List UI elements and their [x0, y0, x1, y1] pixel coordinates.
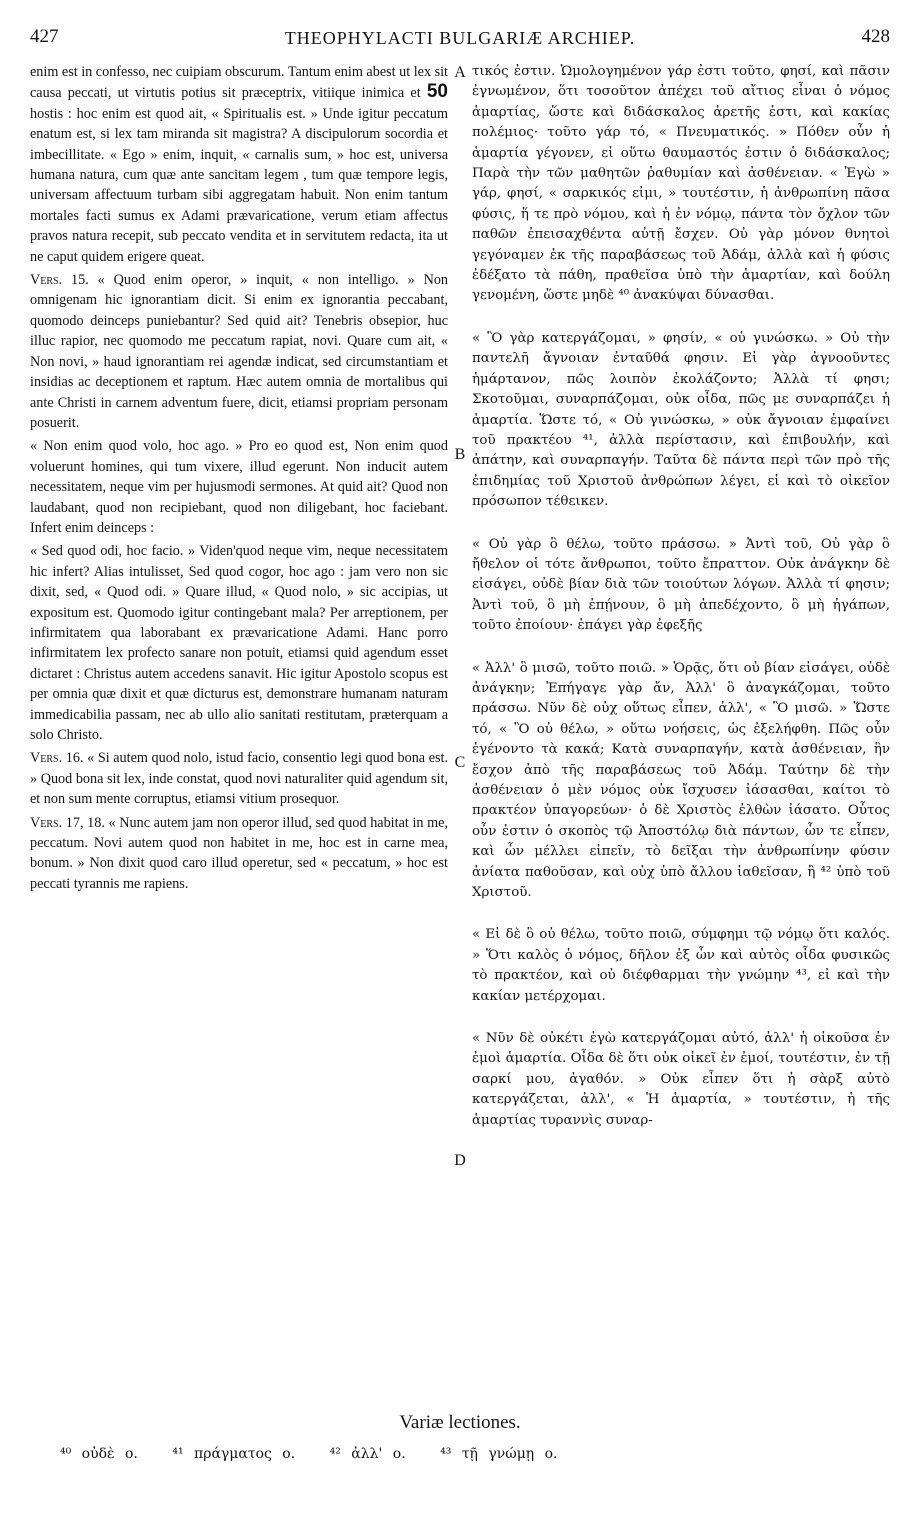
- latin-paragraph: [30, 436, 448, 538]
- latin-text: enim est in confesso, nec cuipiam obscurum. Tantum enim abest ut lex sit causa peccati, ut virtutis potius sit præceptrix, vitiique inimica et: [30, 64, 448, 102]
- greek-column: [472, 62, 890, 1392]
- greek-paragraph: « Οὐ γὰρ ὃ θέλω, τοῦτο πράσσω. » Ἀντὶ τοῦ, Οὐ γὰρ ὃ ἤθελον οἱ τότε ἄνθρωποι, τοῦτο ἔπραττον. Οὐκ ἀνάγκην δὲ εἰσάγει, οὐδὲ βίαν διὰ τῶν τοιούτων λόγων. Ἀλλὰ τί φησιν; Ἀντὶ τοῦ, ὃ μὴ ἐπῄνουν, ὃ μὴ ἀπεδέχοντο, ὃ μὴ ἠγάπων, τοῦτο ἐποίουν· ἐπάγει γὰρ ἐφεξῆς: [472, 536, 890, 634]
- latin-text: « Non enim quod volo, hoc ago. » Pro eo quod est, Non enim quod voluerunt homines, qui tum vixere, illud egerunt. Non inducit autem necessitatem, neque vim per hujusmodi sermones. At quid ait? Quod non laudabant, quod non recipiebant, quod non diligebant, hoc faciebant. Infert enim deinceps :: [30, 438, 448, 536]
- latin-text: « Nunc autem jam non operor illud, sed quod habitat in me, peccatum. Novi autem quod non habitet in me, hoc est in carne mea, bonum. » Non dixit quod caro illud operetur, sed « peccatum, » hoc est peccati tyrannis me rapiens.: [30, 814, 448, 892]
- column-number: 50: [426, 81, 448, 103]
- greek-paragraph: « Νῦν δὲ οὐκέτι ἐγὼ κατεργάζομαι αὐτό, ἀλλ' ἡ οἰκοῦσα ἐν ἐμοὶ ἁμαρτία. Οἶδα δὲ ὅτι οὐκ οἰκεῖ ἐν ἐμοί, τουτέστιν, ἐν τῇ σαρκί μου, ἀγαθόν. » Οὐκ εἶπεν ὅτι ἡ σὰρξ αὐτὸ κατεργάζεται, ἀλλ', « Ἡ ἁμαρτία, » τουτέστιν, ἡ τῆς ἁμαρτίας τυραννὶς συναρ-: [472, 1031, 890, 1128]
- latin-text: hostis : hoc enim est quod ait, « Spiritualis est. » Unde igitur peccatum enatum est, si lex tam miranda sit magistra? A discipulorum socordia et imbecillitate. « Ego » enim, inquit, « carnalis sum, » hoc est, universa humana natura, cum quæ ante sancitam legem , tum quæ tempore legis, universam affectuum turbam sibi aggregatam habuit. Non enim tantum mortales facti sumus ex Adami prævaricatione, verum etiam affectus pravos natura recepit, sub peccato vendita et in servitutem redacta, ita ut ne caput quidem erigere queat.: [30, 105, 448, 265]
- margin-marker-d: D: [454, 1152, 466, 1169]
- variant-note: ⁴¹ πράγματος ο.: [172, 1446, 296, 1462]
- latin-text: « Quod enim operor, » inquit, « non intelligo. » Non omnigenam hic ignorantiam dicit. Si enim ex ignorantia peccabant, quomodo deinceps puniebantur? Sed quid ait? Tenebris obsepior, huc illuc rapior, nec quomodo me peccatum rapiat, novi. Quare cum ait, « Non novi, » haud ignorantiam rei agendæ indicat, sed circumstantiam et insidias ac deceptionem et raptum. Hæc autem omnia de mortalibus qui ante Christi in carnem adventum fuere, dicit, etiamsi propriam personam posuerit.: [30, 272, 448, 431]
- latin-paragraph: [30, 270, 448, 433]
- running-title: THEOPHYLACTI BULGARIÆ ARCHIEP.: [284, 28, 636, 48]
- latin-text: « Sed quod odi, hoc facio. » Viden'quod neque vim, neque necessitatem hic infert? Alias intulisset, Sed quod cogor, hoc ago : jam vero non sic dixit, sed, « Quod odi. » Quare illud, « Quod nolo, » sic accipias, ut expositum est. Quomodo igitur contingebant mala? Per arreptionem, per infirmitatem qua laborabant ex prævaricatione Adami. Hanc porro infirmitatem lex profecto sanare non potuit, etiamsi quid agendum esset dictaret : Christus autem accedens sanavit. Hic igitur Apostolo scopus est per omnia quæ dixit et quæ dicturus est, demonstrare humanam naturam immedicabilia passam, nec ab ullo alio sanitati restitutam, præterquam a solo Christo.: [30, 543, 448, 743]
- verse-label: Vers. 17, 18.: [30, 814, 105, 831]
- greek-paragraph: « Εἰ δὲ ὃ οὐ θέλω, τοῦτο ποιῶ, σύμφημι τῷ νόμῳ ὅτι καλός. » Ὅτι καλὸς ὁ νόμος, δῆλον ἐξ ὧν καὶ αὐτὸς οἶδα φυσικῶς τὸ πρακτέον, καὶ οὐ διέφθαρμαι τὴν γνώμην ⁴³, εἰ καὶ τὴν κακίαν μετέρχομαι.: [472, 927, 890, 1004]
- margin-marker-b: B: [454, 446, 466, 463]
- greek-paragraph: « Ἀλλ' ὃ μισῶ, τοῦτο ποιῶ. » Ὁρᾷς, ὅτι οὐ βίαν εἰσάγει, οὐδὲ ἀνάγκην; Ἐπήγαγε γὰρ ἄν, Ἀλλ' ὃ ἀναγκάζομαι, τοῦτο πράσσω. Νῦν δὲ οὐχ οὕτως εἶπεν, ἀλλ', « Ὃ μισῶ. » Ὥστε τό, « Ὃ οὐ θέλω, » οὕτω νοήσεις, ὡς ἐξελήφθη. Πῶς οὖν ἐγένοντο τὰ κακά; Κατὰ συναρπαγήν, κατὰ ἀσθένειαν, ἣν ἔσχον ἀπὸ τῆς παραβάσεως τοῦ Ἀδάμ. Ταύτην δὲ τὴν ἀσθένειαν ὁ μὲν νόμος οὐκ ἴσχυσεν ἰάσασθαι, καίτοι τὸ πρακτέον ὑπαγορεύων· ὁ δὲ Χριστὸς ἐλθὼν ἰάσατο. Οὗτος οὖν ἐστιν ὁ σκοπὸς τῷ Ἀποστόλῳ διὰ πάντων, ὧν τε εἶπεν, καὶ ὧν μέλλει εἰπεῖν, τὸ δεῖξαι τὴν ἀνθρωπίνην φύσιν ἀνίατα παθοῦσαν, καὶ οὐχ ὑπὸ ἄλλου ἰαθεῖσαν, ἢ ⁴² ὑπὸ τοῦ Χριστοῦ.: [472, 660, 890, 901]
- variant-readings-notes: [60, 1446, 890, 1462]
- greek-paragraph: « Ὃ γὰρ κατεργάζομαι, » φησίν, « οὐ γινώσκω. » Οὐ τὴν παντελῆ ἄγνοιαν ἐνταῦθά φησιν. Εἰ γὰρ ἀγνοοῦντες ἡμάρτανον, πῶς λοιπὸν ἐκολάζοντο; Ἀλλὰ τί φησι; Σκοτοῦμαι, συναρπάζομαι, οὐκ οἶδα, πῶς με συναρπάζει ἡ ἁμαρτία. Ὥστε τό, « Οὐ γινώσκω, » οὐκ ἄγνοιαν ἐμφαίνει τοῦ πρακτέου ⁴¹, ἀλλὰ περίστασιν, καὶ ἐπιβουλήν, καὶ ἀπάτην, καὶ συναρπαγήν. Ταῦτα δὲ πάντα περὶ τῶν πρὸ τῆς ἐπιδημίας τοῦ Χριστοῦ ἀνθρώπων λέγει, εἰ καὶ τὸ οἰκεῖον πρόσωπον τέθεικεν.: [472, 330, 890, 510]
- verse-label: Vers. 15.: [30, 272, 89, 289]
- latin-text: « Si autem quod nolo, istud facio, consentio legi quod bona est. » Quod bona sit lex, inde constat, quod novi naturaliter quid agendum sit, et non sum mente corruptus, etiamsi vitium prosequor.: [30, 750, 448, 808]
- page-number-left: 427: [30, 26, 59, 47]
- margin-marker-a: A: [454, 64, 466, 81]
- latin-paragraph: [30, 541, 448, 745]
- greek-paragraph: τικός ἐστιν. Ὡμολογημένον γάρ ἐστι τοῦτο, φησί, καὶ πᾶσιν ἐγνωμένον, ὅτι τοσοῦτον ἀπέχει τοῦ αἴτιος εἶναι ὁ νόμος ἁμαρτίας, ὥστε καὶ διδάσκαλος ἀρετῆς ἐστι, καὶ κακίας πολέμιος· τοῦτο γάρ τό, « Πνευματικός. » Πόθεν οὖν ἡ ἁμαρτία γέγονεν, εἰ οὕτω θαυμαστός ἐστιν ὁ διδάσκαλος; Παρὰ τὴν τῶν μαθητῶν ῥαθυμίαν καὶ ἀσθένειαν. « Ἐγὼ » γάρ, φησί, « σαρκικός εἰμι, » τουτέστιν, ἡ ἀνθρωπίνη πᾶσα φύσις, ἥ τε πρὸ νόμου, καὶ ἡ ἐν νόμῳ, πάντα τὸν ὄχλον τῶν παθῶν ἐπεισαχθέντα αὐτῇ ἔσχεν. Οὐ γὰρ μόνον θνητοὶ γεγόναμεν ἐκ τῆς παραβάσεως τοῦ Ἀδάμ, ἀλλὰ καὶ ἡ φύσις ἐδέξατο τὰ πάθη, πραθεῖσα ὑπὸ τὴν ἁμαρτίαν, καὶ δούλη γενομένη, ὥστε μηδὲ ⁴⁰ ἀνακύψαι δύνασθαι.: [472, 64, 890, 304]
- latin-paragraph: [30, 813, 448, 895]
- page-header: [30, 20, 890, 56]
- verse-label: Vers. 16.: [30, 750, 84, 767]
- variant-readings-title: Variæ lectiones.: [399, 1412, 521, 1433]
- page-number-right: 428: [861, 26, 890, 47]
- variant-note: ⁴² ἀλλ' ο.: [329, 1446, 406, 1462]
- latin-paragraph: [30, 748, 448, 809]
- latin-paragraph: [30, 62, 448, 267]
- variant-note: ⁴⁰ οὐδὲ ο.: [60, 1446, 138, 1462]
- variant-note: ⁴³ τῇ γνώμῃ ο.: [440, 1446, 558, 1462]
- latin-column: [30, 62, 448, 1392]
- margin-marker-c: C: [454, 754, 466, 771]
